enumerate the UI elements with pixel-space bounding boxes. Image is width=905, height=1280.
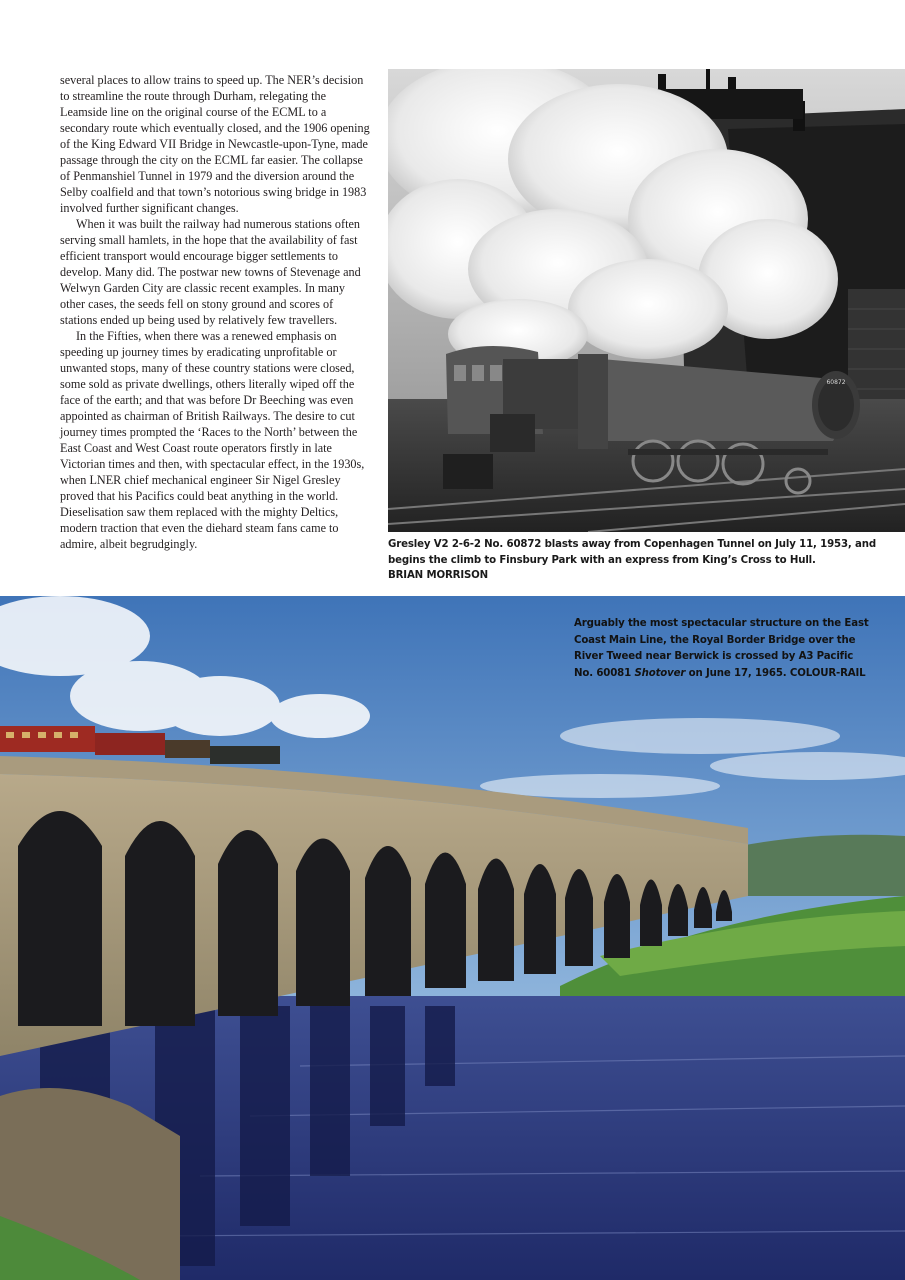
paragraph-1: several places to allow trains to speed up. The NER’s decision to streamline the route through Durham, relegating the Leamside line on the original course of the ECML to a secondary route which eventually closed, and the 1906 opening of the King Edward VII Bridge in Newcastle-upon-Tyne, made passage through the city on the ECML far easier. The collapse of Penmanshiel Tunnel in 1979 and the diversion around the Selby coalfield and that town’s notorious swing bridge in 1983 involved further significant changes. — [60, 73, 370, 215]
paragraph-3: In the Fifties, when there was a renewed emphasis on speeding up journey times by eradicating unprofitable or unwanted stops, many of these country stations were closed, some sold as private dwellings, others literally wiped off the face of the earth; and that was before Dr Beeching was even appointed as chairman of British Railways. The desire to cut journey times prompted the ‘Races to the North’ between the East Coast and West Coast route operators firstly in late Victorian times and then, with spectacular effect, in the 1930s, when LNER chief mechanical engineer Sir Nigel Gresley proved that his Pacifics could beat anything in the world. Dieselisation saw them replaced with the mighty Deltics, modern traction that even the diehard steam fans came to admire, albeit begrudgingly. — [60, 329, 365, 551]
photo-caption-top — [388, 537, 888, 584]
locomotive-name: Shotover — [634, 667, 686, 679]
photo-caption-bottom — [574, 616, 874, 682]
caption-bottom-credit: on June 17, 1965. COLOUR-RAIL — [685, 667, 866, 679]
v2-locomotive-photo — [388, 69, 905, 532]
caption-text: Gresley V2 2-6-2 No. 60872 blasts away from Copenhagen Tunnel on July 11, 1953, and begins the climb to Finsbury Park with an express from King’s Cross to Hull. — [388, 539, 876, 566]
caption-bottom-text: Arguably the most spectacular structure on the East Coast Main Line, the Royal Border Bridge over the River Tweed near Berwick is crossed by A3 Pacific No. 60081 — [574, 618, 869, 679]
royal-border-bridge-photo — [0, 596, 905, 1280]
article-body — [60, 72, 372, 552]
smokebox-number: 60872 — [826, 379, 846, 386]
paragraph-2: When it was built the railway had numerous stations often serving small hamlets, in the hope that the availability of fast efficient transport would encourage bigger settlements to develop. Many did. The postwar new towns of Stevenage and Welwyn Garden City are classic recent examples. In many other cases, the seeds fell on stony ground and scores of stations ended up being used by relatively few travellers. — [60, 217, 361, 327]
photo-credit: BRIAN MORRISON — [388, 570, 489, 581]
